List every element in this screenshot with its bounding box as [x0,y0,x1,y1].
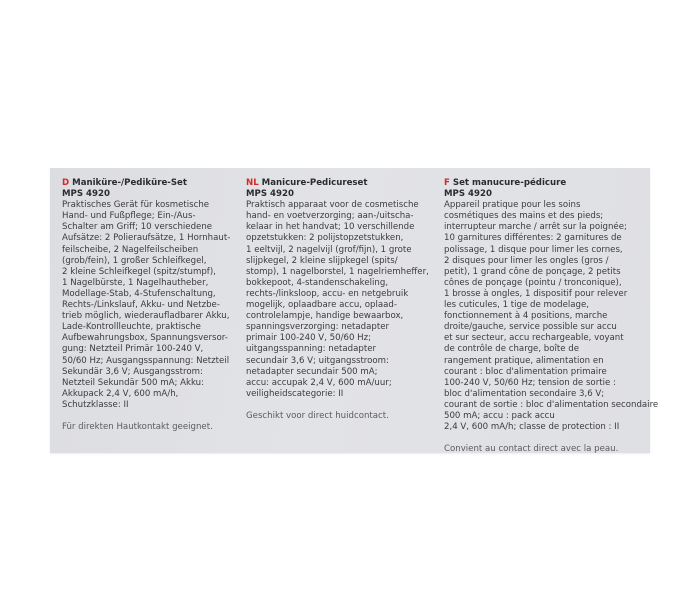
skin-contact-note: Geschikt voor direct huidcontact. [246,410,389,421]
model-number: MPS 4920 [246,189,294,200]
description-line: rechts-/linksloop, accu- en netgebruik [246,288,409,299]
description-line: veiligheidscategorie: II [246,388,344,399]
description-line: cônes de ponçage (pointu / tronconique), [444,277,622,288]
description-line: bokkepoot, 4-standenschakeling, [246,277,389,288]
description-line: Praktisch apparaat voor de cosmetische [246,200,419,211]
description-line: kelaar in het handvat; 10 verschillende [246,222,415,233]
description-line: netadapter secundair 500 mA; [246,366,378,377]
language-code: NL [246,178,259,188]
description-line: spanningsverzorging: netadapter [246,322,390,333]
product-title: Manicure-Pedicureset [261,178,368,188]
description-line: Rechts-/Linkslauf, Akku- und Netzbe- [62,300,220,311]
skin-contact-note: Convient au contact direct avec la peau. [444,444,619,455]
product-title: Set manucure-pédicure [452,178,567,188]
description-line: courant : bloc d'alimentation primaire [444,366,607,377]
description-line: gung: Netzteil Primär 100-240 V, [62,344,204,355]
description-line: interrupteur marche / arrêt sur la poignée; [444,222,627,233]
column-german [62,178,240,433]
description-line: primair 100-240 V, 50/60 Hz; [246,333,372,344]
description-line: 500 mA; accu : pack accu [444,410,555,421]
description-line: Aufsätze: 2 Polieraufsätze, 1 Hornhaut- [62,233,231,244]
description-body [62,200,240,411]
description-line: feilscheibe, 2 Nagelfeilscheiben [62,244,199,255]
description-line: opzetstukken: 2 polijstopzetstukken, [246,233,404,244]
description-line: Akkupack 2,4 V, 600 mA/h, [62,388,179,399]
language-code: D [62,178,70,188]
description-line: 10 garnitures différentes: 2 garnitures de [444,233,622,244]
description-line: 2 disques pour limer les ongles (gros / [444,255,609,266]
description-body [246,200,436,400]
description-line: 100-240 V, 50/60 Hz; tension de sortie : [444,377,616,388]
model-number: MPS 4920 [62,189,110,200]
description-line: bloc d'alimentation secondaire 3,6 V; [444,388,605,399]
description-line: 1 brosse à ongles, 1 dispositif pour relever [444,288,628,299]
description-line: de contrôle de charge, boîte de [444,344,580,355]
language-code: F [444,178,450,188]
section-heading [246,178,436,189]
description-line: stomp), 1 nagelborstel, 1 nagelriemheffer, [246,266,429,277]
description-line: et sur secteur, accu rechargeable, voyant [444,333,624,344]
description-line: les cuticules, 1 tige de modelage, [444,300,590,311]
description-line: trieb möglich, wiederaufladbarer Akku, [62,311,230,322]
description-line: mogelijk, oplaadbare accu, oplaad- [246,300,397,311]
description-line: accu: accupak 2,4 V, 600 mA/uur; [246,377,392,388]
section-heading [62,178,240,189]
column-dutch [246,178,436,422]
description-line: cosmétiques des mains et des pieds; [444,211,604,222]
description-line: polissage, 1 disque pour limer les cornes, [444,244,623,255]
column-french [444,178,659,455]
description-line: Schutzklasse: II [62,399,129,410]
description-line: Modellage-Stab, 4-Stufenschaltung, [62,288,216,299]
description-line: slijpkegel, 2 kleine slijpkegel (spits/ [246,255,398,266]
description-line: Appareil pratique pour les soins [444,200,581,211]
description-line: Lade-Kontrollleuchte, praktische [62,322,201,333]
description-line: 50/60 Hz; Ausgangsspannung: Netzteil [62,355,230,366]
description-line: 1 Nagelbürste, 1 Nagelhautheber, [62,277,209,288]
description-line: Schalter am Griff; 10 verschiedene [62,222,213,233]
skin-contact-note: Für direkten Hautkontakt geeignet. [62,422,213,433]
description-line: controlelampje, handige bewaarbox, [246,311,404,322]
product-title: Maniküre-/Pediküre-Set [72,178,187,188]
description-line: fonctionnement à 4 positions, marche [444,311,608,322]
description-line: uitgangsspanning: netadapter [246,344,377,355]
description-line: rangement pratique, alimentation en [444,355,604,366]
description-line: Praktisches Gerät für kosmetische [62,200,210,211]
model-number: MPS 4920 [444,189,492,200]
description-line: 2,4 V, 600 mA/h; classe de protection : II [444,422,620,433]
description-line: secundair 3,6 V; uitgangsstroom: [246,355,389,366]
description-line: Aufbewahrungsbox, Spannungsversor- [62,333,228,344]
description-line: Hand- und Fußpflege; Ein-/Aus- [62,211,196,222]
description-line: courant de sortie : bloc d'alimentation secondaire [444,399,659,410]
product-info-label [50,168,659,455]
description-line: petit), 1 grand cône de ponçage, 2 petits [444,266,621,277]
section-heading [444,178,640,189]
description-body [444,200,659,433]
description-line: 2 kleine Schleifkegel (spitz/stumpf), [62,266,216,277]
description-line: hand- en voetverzorging; aan-/uitscha- [246,211,414,222]
description-line: 1 eeltvijl, 2 nagelvijl (grof/fijn), 1 grote [246,244,412,255]
description-line: droite/gauche, service possible sur accu [444,322,617,333]
description-line: (grob/fein), 1 großer Schleifkegel, [62,255,207,266]
description-line: Netzteil Sekundär 500 mA; Akku: [62,377,205,388]
description-line: Sekundär 3,6 V; Ausgangsstrom: [62,366,203,377]
